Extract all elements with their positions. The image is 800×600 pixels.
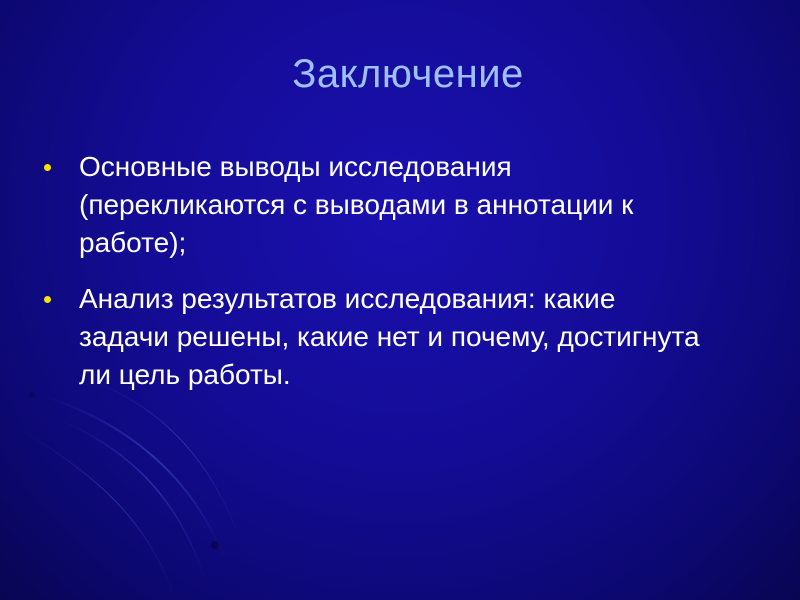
bullet-text: Анализ результатов исследования: какие задачи решены, какие нет и почему, достигнута ли цель работы. [79, 283, 700, 390]
slide-title: Заключение [292, 52, 524, 96]
bullet-item [44, 280, 704, 394]
bullet-dot-icon [44, 164, 51, 171]
bullet-list [44, 148, 704, 412]
bullet-item [44, 148, 704, 262]
bullet-text: Основные выводы исследования (перекликаются с выводами в аннотации к работе); [79, 151, 634, 258]
bullet-dot-icon [44, 296, 51, 303]
